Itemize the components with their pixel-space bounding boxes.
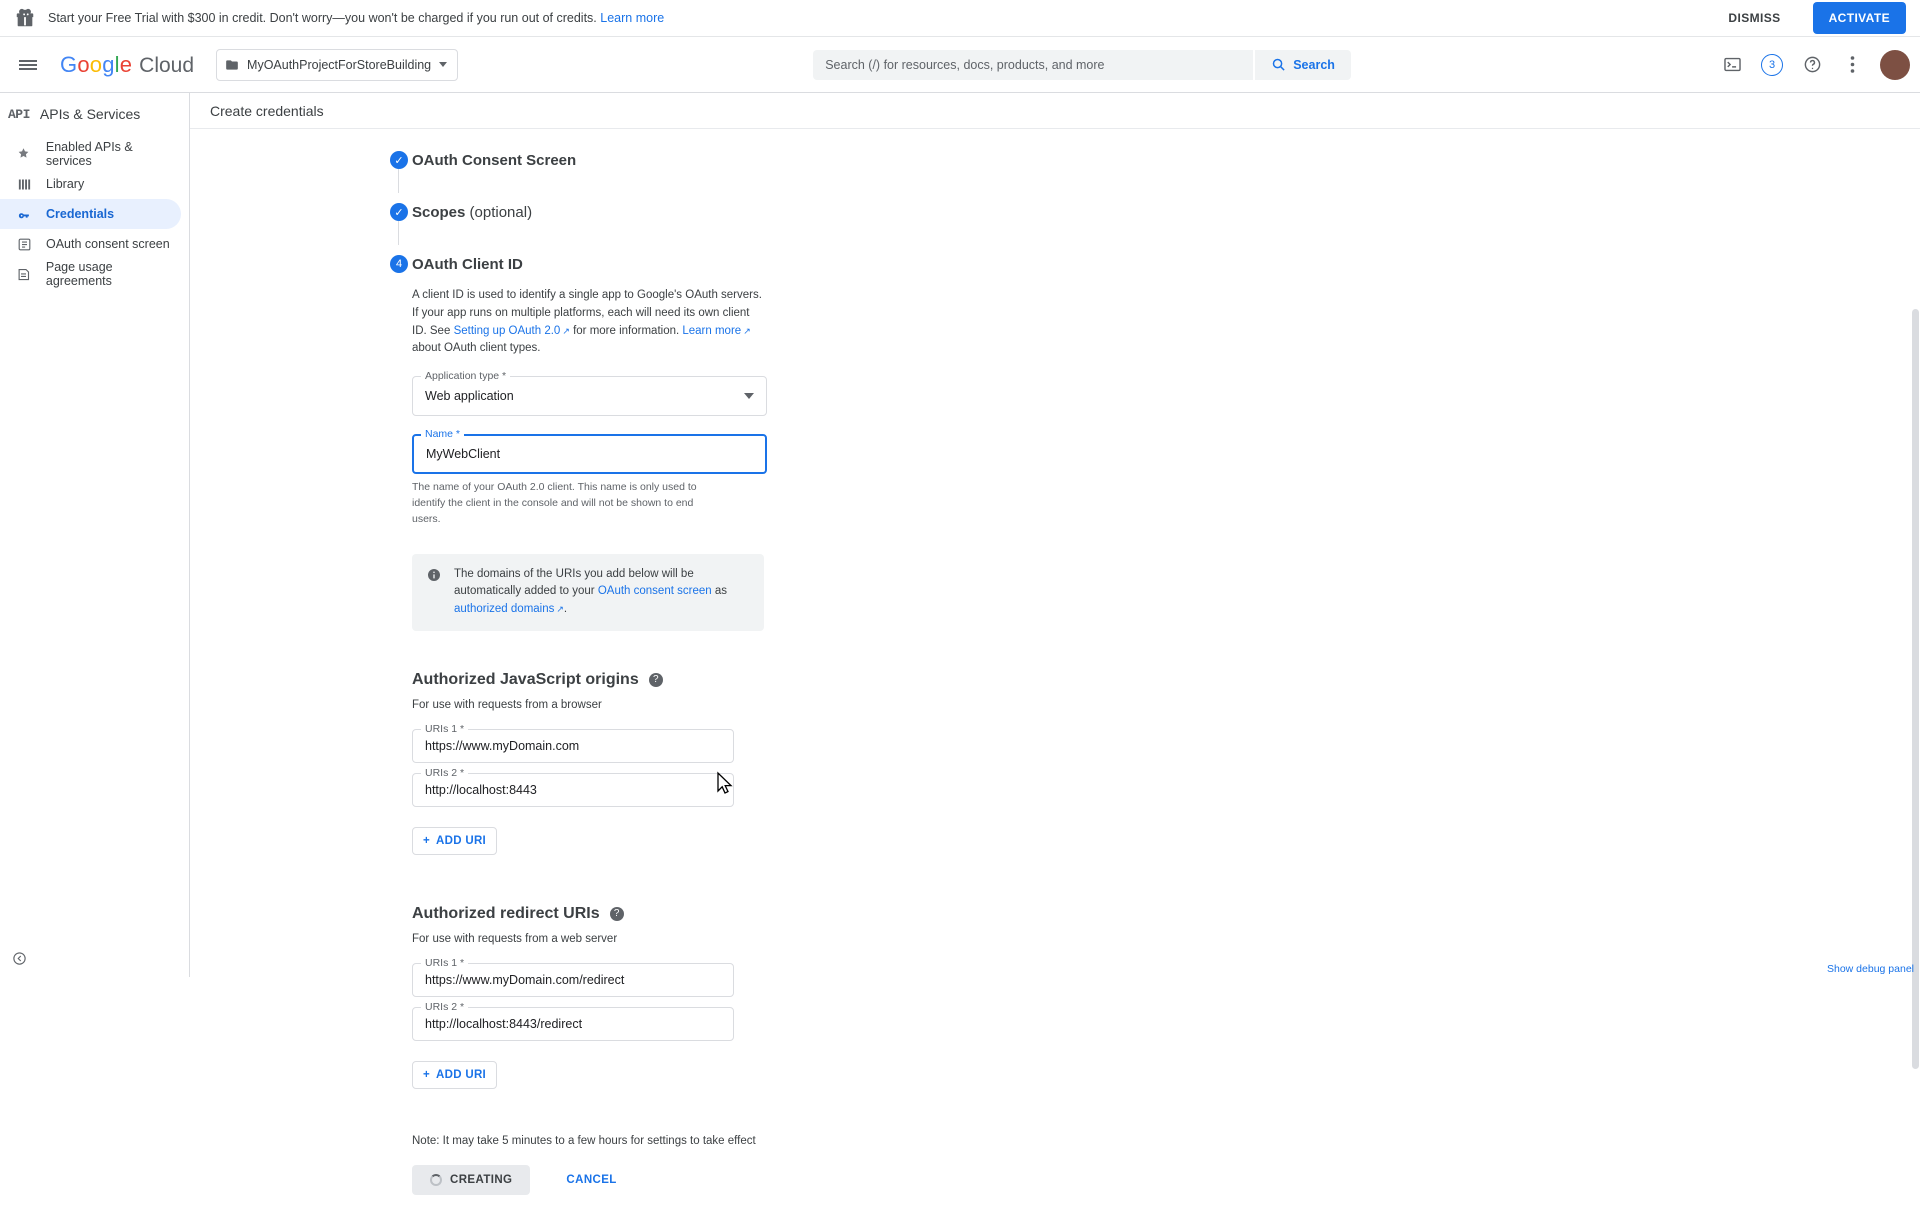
google-wordmark: Google bbox=[60, 51, 133, 77]
cloud-shell-icon[interactable] bbox=[1714, 47, 1750, 83]
redirect-uri-2-field[interactable] bbox=[412, 1000, 734, 1041]
add-uri-label: ADD URI bbox=[436, 834, 487, 847]
redirect-uri-1-label: URIs 1 * bbox=[421, 957, 468, 969]
learn-more-oauth-link[interactable]: Learn more ↗ bbox=[682, 325, 750, 337]
setting-up-oauth-link[interactable]: Setting up OAuth 2.0 ↗ bbox=[454, 325, 570, 337]
cloud-wordmark: Cloud bbox=[139, 53, 195, 77]
redirect-uris-heading bbox=[412, 905, 1920, 923]
redirect-uri-2-label: URIs 2 * bbox=[421, 1001, 468, 1013]
step-title: OAuth Client ID bbox=[412, 255, 523, 273]
search-button-label: Search bbox=[1293, 57, 1335, 72]
search-area bbox=[458, 50, 1706, 80]
sidebar-item-credentials[interactable] bbox=[0, 199, 181, 229]
activate-button[interactable]: ACTIVATE bbox=[1813, 2, 1906, 34]
show-debug-panel-link[interactable]: Show debug panel bbox=[1827, 963, 1914, 975]
step-oauth-consent-screen bbox=[394, 143, 1920, 195]
sidebar bbox=[0, 93, 190, 977]
domains-info-box bbox=[412, 554, 764, 631]
js-origin-uri-2-value: http://localhost:8443 bbox=[425, 782, 537, 797]
sidebar-item-page-usage-agreements[interactable] bbox=[0, 259, 181, 289]
sidebar-item-library[interactable] bbox=[0, 169, 181, 199]
app-body bbox=[0, 93, 1920, 1186]
client-name-label: Name * bbox=[421, 428, 464, 440]
redirect-uri-1-value: https://www.myDomain.com/redirect bbox=[425, 972, 625, 987]
creating-label: CREATING bbox=[450, 1173, 513, 1186]
notification-count: 3 bbox=[1761, 54, 1783, 76]
project-icon bbox=[225, 58, 239, 72]
info-icon bbox=[426, 567, 442, 586]
redirect-uri-1-field[interactable] bbox=[412, 956, 734, 997]
step-content bbox=[412, 281, 1920, 1215]
hamburger-icon[interactable] bbox=[8, 45, 48, 85]
redirect-uri-2-value: http://localhost:8443/redirect bbox=[425, 1016, 583, 1031]
step-connector bbox=[398, 169, 399, 193]
scroll-area bbox=[190, 129, 1920, 1186]
creating-button bbox=[412, 1165, 530, 1195]
js-origin-uri-1-field[interactable] bbox=[412, 722, 734, 763]
sidebar-item-label: Page usage agreements bbox=[45, 260, 113, 288]
agreements-icon bbox=[16, 266, 32, 282]
js-origins-title: Authorized JavaScript origins bbox=[412, 670, 639, 688]
more-options-icon[interactable] bbox=[1834, 47, 1870, 83]
js-origins-subtitle: For use with requests from a browser bbox=[412, 698, 602, 711]
form-actions bbox=[412, 1165, 1920, 1215]
content-area bbox=[190, 93, 1920, 1186]
step-optional-label: (optional) bbox=[465, 203, 533, 221]
js-origin-uri-2-label: URIs 2 * bbox=[421, 767, 468, 779]
vertical-scrollbar[interactable] bbox=[1911, 129, 1920, 977]
cancel-button[interactable]: CANCEL bbox=[560, 1173, 622, 1187]
free-trial-banner bbox=[0, 0, 1920, 37]
sidebar-item-label: Enabled APIs & services bbox=[45, 140, 133, 168]
gift-icon bbox=[14, 7, 36, 29]
authorized-domains-link[interactable]: authorized domains ↗ bbox=[454, 603, 564, 615]
js-origins-heading bbox=[412, 671, 1920, 689]
learn-more-link[interactable]: Learn more bbox=[600, 11, 665, 25]
step-title[interactable]: Scopes (optional) bbox=[412, 203, 533, 221]
application-type-value: Web application bbox=[425, 389, 514, 404]
chevron-down-icon bbox=[744, 393, 754, 399]
dismiss-button[interactable]: DISMISS bbox=[1722, 10, 1786, 26]
library-icon bbox=[16, 176, 32, 192]
help-icon[interactable]: ? bbox=[610, 907, 624, 921]
application-type-field[interactable] bbox=[412, 370, 767, 416]
search-icon bbox=[1271, 57, 1286, 72]
plus-icon: + bbox=[423, 1068, 431, 1081]
client-name-value: MyWebClient bbox=[426, 447, 501, 462]
sidebar-item-label: OAuth consent screen bbox=[46, 237, 170, 251]
google-cloud-logo[interactable] bbox=[60, 52, 194, 78]
js-origin-uri-1-label: URIs 1 * bbox=[421, 723, 468, 735]
global-header bbox=[0, 37, 1920, 93]
avatar[interactable] bbox=[1880, 50, 1910, 80]
step-status-icon: ✓ bbox=[390, 203, 408, 221]
plus-icon: + bbox=[423, 834, 431, 847]
spinner-icon bbox=[430, 1174, 442, 1186]
page-title: Create credentials bbox=[190, 93, 1920, 129]
client-name-helper: The name of your OAuth 2.0 client. This name is only used to identify the client in the console and will not be shown to end users. bbox=[412, 481, 697, 525]
add-js-origin-uri-button[interactable] bbox=[412, 827, 497, 855]
sidebar-title: APIs & Services bbox=[39, 106, 141, 122]
consent-icon bbox=[16, 236, 32, 252]
oauth-consent-screen-link[interactable]: OAuth consent screen bbox=[597, 585, 712, 598]
help-icon[interactable] bbox=[1794, 47, 1830, 83]
domains-info-text: The domains of the URIs you add below will be automatically added to your OAuth consent screen as authorized domains ↗ . bbox=[454, 566, 750, 619]
notifications-icon[interactable] bbox=[1754, 47, 1790, 83]
collapse-panel-icon[interactable] bbox=[12, 951, 27, 969]
js-origin-uri-1-value: https://www.myDomain.com bbox=[425, 738, 580, 753]
scrollbar-thumb[interactable] bbox=[1912, 309, 1919, 1069]
sidebar-item-enabled-apis[interactable] bbox=[0, 139, 181, 169]
search-input[interactable] bbox=[813, 50, 1253, 80]
sidebar-items bbox=[0, 139, 189, 289]
settings-note: Note: It may take 5 minutes to a few hours for settings to take effect bbox=[412, 1134, 756, 1147]
step-oauth-client-id bbox=[395, 247, 1920, 1215]
project-name: MyOAuthProjectForStoreBuilding bbox=[247, 57, 432, 72]
search-placeholder: Search (/) for resources, docs, products, and more bbox=[825, 57, 1105, 72]
credential-wizard bbox=[190, 129, 1920, 1215]
js-origin-uri-2-field[interactable] bbox=[412, 766, 734, 807]
project-selector[interactable] bbox=[216, 49, 458, 81]
client-id-description: A client ID is used to identify a single app to Google's OAuth servers. If your app runs on multiple platforms, each will need its own client ID. See Setting up OAuth 2.0 ↗ for more information. Learn more ↗ about OAuth client types. bbox=[412, 287, 767, 358]
sidebar-item-oauth-consent-screen[interactable] bbox=[0, 229, 181, 259]
step-status-icon: ✓ bbox=[390, 151, 408, 169]
add-redirect-uri-button[interactable] bbox=[412, 1061, 497, 1089]
sidebar-item-label: Credentials bbox=[46, 207, 115, 221]
step-connector bbox=[398, 221, 399, 245]
client-name-field[interactable] bbox=[412, 428, 767, 474]
search-button[interactable] bbox=[1255, 50, 1351, 80]
application-type-label: Application type * bbox=[421, 370, 510, 382]
sidebar-header bbox=[0, 93, 189, 135]
key-icon bbox=[16, 206, 32, 222]
add-uri-label: ADD URI bbox=[436, 1068, 487, 1081]
header-actions bbox=[1714, 47, 1910, 83]
redirect-uris-title: Authorized redirect URIs bbox=[412, 904, 600, 922]
step-title[interactable]: OAuth Consent Screen bbox=[412, 151, 577, 169]
api-logo: API bbox=[8, 106, 30, 122]
free-trial-text: Start your Free Trial with $300 in credit. Don't worry—you won't be charged if you run out of credits. Learn more bbox=[48, 11, 665, 25]
step-number: 4 bbox=[390, 255, 408, 273]
step-scopes bbox=[394, 195, 1920, 247]
help-icon[interactable]: ? bbox=[649, 673, 663, 687]
dashboard-icon bbox=[16, 146, 32, 162]
sidebar-item-label: Library bbox=[46, 177, 85, 191]
redirect-uris-subtitle: For use with requests from a web server bbox=[412, 932, 618, 945]
chevron-down-icon bbox=[439, 62, 447, 67]
